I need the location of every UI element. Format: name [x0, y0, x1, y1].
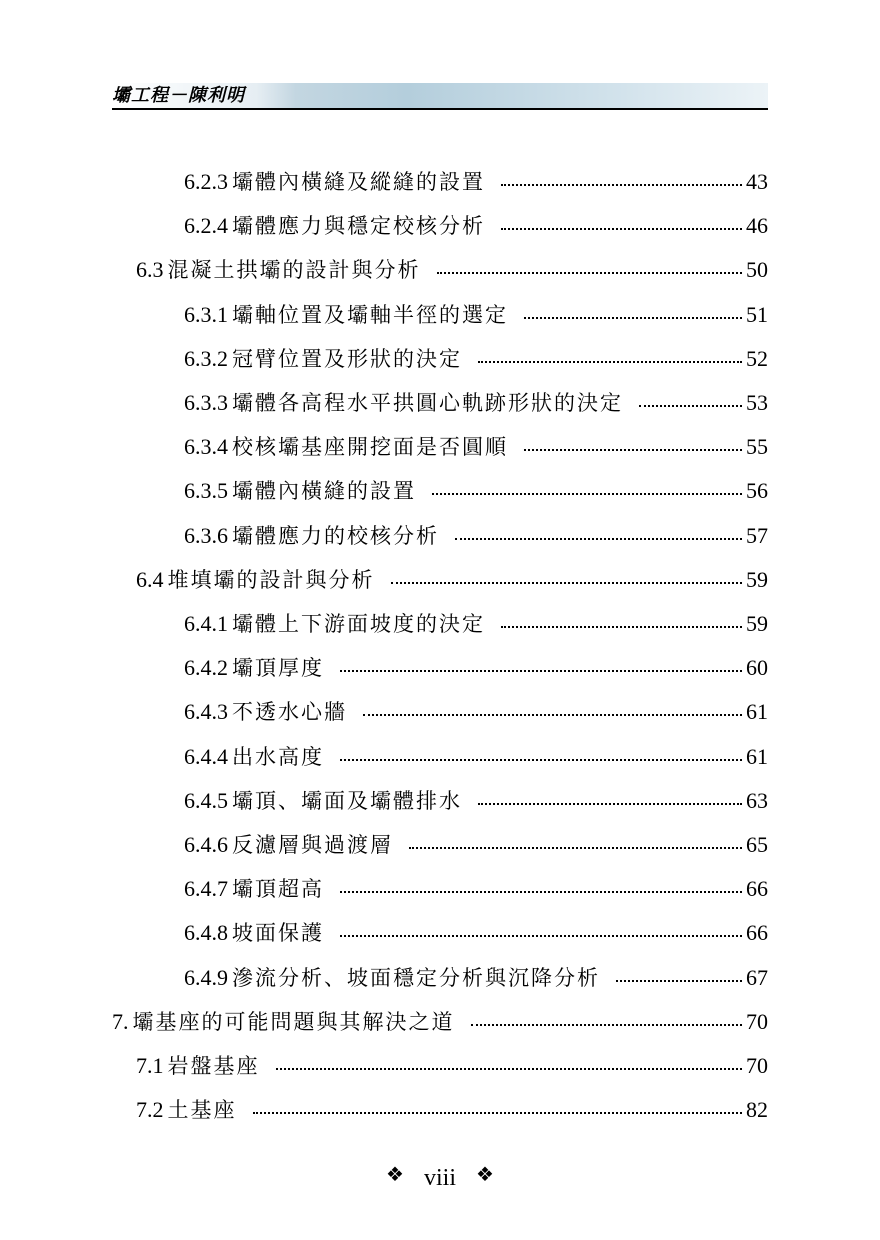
toc-entry[interactable] — [184, 604, 768, 644]
dot-leader — [501, 626, 742, 628]
entry-page-number: 70 — [746, 1053, 768, 1078]
entry-page-number: 66 — [746, 920, 768, 945]
page-number: viii — [423, 1165, 456, 1191]
entry-number: 6.4.9 — [184, 965, 228, 990]
dot-leader — [524, 449, 742, 451]
running-title: 壩工程－陳利明 — [112, 85, 245, 106]
entry-title: 坡面保護 — [232, 921, 324, 945]
entry-title: 岩盤基座 — [167, 1054, 260, 1078]
ornament-icon-right: ❖ — [476, 1162, 494, 1186]
toc-entry[interactable] — [184, 825, 768, 865]
dot-leader — [478, 361, 742, 363]
toc-entry[interactable] — [112, 1002, 768, 1042]
toc-entry[interactable] — [184, 383, 768, 423]
entry-number: 6.3.2 — [184, 346, 228, 371]
entry-page-number: 60 — [746, 655, 768, 680]
toc-entry[interactable] — [184, 648, 768, 688]
toc-entry[interactable] — [136, 1090, 768, 1130]
entry-title: 壩頂、壩面及壩體排水 — [232, 789, 462, 813]
entry-page-number: 57 — [746, 523, 768, 548]
entry-number: 6.4.7 — [184, 876, 228, 901]
entry-page-number: 70 — [746, 1009, 768, 1034]
toc-entry[interactable] — [136, 560, 768, 600]
entry-title: 壩體內橫縫的設置 — [232, 479, 416, 503]
dot-leader — [391, 582, 743, 584]
entry-title: 混凝土拱壩的設計與分析 — [167, 258, 421, 282]
dot-leader — [437, 272, 743, 274]
entry-number: 6.2.3 — [184, 169, 228, 194]
toc-entry[interactable] — [184, 427, 768, 467]
entry-number: 6.3 — [136, 257, 164, 282]
entry-title: 堆填壩的設計與分析 — [167, 568, 375, 592]
entry-page-number: 59 — [746, 611, 768, 636]
entry-title: 滲流分析、坡面穩定分析與沉降分析 — [232, 966, 600, 990]
toc-entry[interactable] — [136, 250, 768, 290]
entry-page-number: 46 — [746, 213, 768, 238]
entry-title: 壩體內橫縫及縱縫的設置 — [232, 170, 485, 194]
entry-title: 壩體上下游面坡度的決定 — [232, 612, 485, 636]
dot-leader — [478, 803, 742, 805]
toc-entry[interactable] — [184, 692, 768, 732]
entry-number: 6.4.6 — [184, 832, 228, 857]
entry-title: 土基座 — [167, 1098, 237, 1122]
toc-entry[interactable] — [184, 869, 768, 909]
toc-entry[interactable] — [184, 295, 768, 335]
entry-title: 不透水心牆 — [232, 700, 347, 724]
entry-page-number: 51 — [746, 302, 768, 327]
entry-title: 冠臂位置及形狀的決定 — [232, 347, 462, 371]
entry-page-number: 52 — [746, 346, 768, 371]
dot-leader — [340, 759, 742, 761]
entry-page-number: 67 — [746, 965, 768, 990]
header-rule — [112, 108, 768, 110]
entry-number: 6.4.5 — [184, 788, 228, 813]
entry-page-number: 56 — [746, 478, 768, 503]
entry-title: 出水高度 — [232, 745, 324, 769]
dot-leader — [471, 1024, 743, 1026]
toc-entry[interactable] — [184, 206, 768, 246]
toc-entry[interactable] — [184, 781, 768, 821]
entry-page-number: 43 — [746, 169, 768, 194]
entry-title: 壩體應力的校核分析 — [232, 524, 439, 548]
entry-page-number: 63 — [746, 788, 768, 813]
entry-title: 壩體應力與穩定校核分析 — [232, 214, 485, 238]
dot-leader — [501, 184, 742, 186]
entry-page-number: 61 — [746, 699, 768, 724]
dot-leader — [616, 980, 742, 982]
entry-title: 壩基座的可能問題與其解決之道 — [132, 1010, 455, 1034]
dot-leader — [340, 935, 742, 937]
entry-page-number: 55 — [746, 434, 768, 459]
entry-title: 壩頂超高 — [232, 877, 324, 901]
entry-number: 6.4.1 — [184, 611, 228, 636]
dot-leader — [409, 847, 742, 849]
toc-entry[interactable] — [184, 913, 768, 953]
dot-leader — [340, 670, 742, 672]
dot-leader — [340, 891, 742, 893]
toc-entry[interactable] — [184, 516, 768, 556]
entry-title: 壩頂厚度 — [232, 656, 324, 680]
entry-number: 6.3.5 — [184, 478, 228, 503]
entry-number: 6.4.4 — [184, 744, 228, 769]
dot-leader — [253, 1112, 743, 1114]
entry-title: 壩體各高程水平拱圓心軌跡形狀的決定 — [232, 391, 623, 415]
entry-number: 6.4.3 — [184, 699, 228, 724]
entry-number: 6.3.6 — [184, 523, 228, 548]
dot-leader — [501, 228, 742, 230]
entry-number: 6.4.8 — [184, 920, 228, 945]
entry-page-number: 50 — [746, 257, 768, 282]
entry-title: 壩軸位置及壩軸半徑的選定 — [232, 303, 508, 327]
entry-page-number: 65 — [746, 832, 768, 857]
entry-number: 7. — [112, 1009, 129, 1034]
entry-page-number: 59 — [746, 567, 768, 592]
entry-number: 7.1 — [136, 1053, 164, 1078]
dot-leader — [524, 317, 742, 319]
entry-number: 6.2.4 — [184, 213, 228, 238]
ornament-icon-left: ❖ — [386, 1162, 404, 1186]
entry-title: 校核壩基座開挖面是否圓順 — [232, 435, 508, 459]
toc-entry[interactable] — [184, 737, 768, 777]
entry-number: 6.4.2 — [184, 655, 228, 680]
toc-entry[interactable] — [136, 1046, 768, 1086]
entry-page-number: 66 — [746, 876, 768, 901]
entry-number: 6.4 — [136, 567, 164, 592]
entry-page-number: 82 — [746, 1097, 768, 1122]
entry-number: 6.3.4 — [184, 434, 228, 459]
entry-page-number: 53 — [746, 390, 768, 415]
entry-title: 反濾層與過渡層 — [232, 833, 393, 857]
entry-number: 7.2 — [136, 1097, 164, 1122]
dot-leader — [455, 538, 742, 540]
dot-leader — [276, 1068, 743, 1070]
page-footer — [0, 1158, 880, 1194]
dot-leader — [363, 714, 742, 716]
dot-leader — [639, 405, 742, 407]
entry-number: 6.3.1 — [184, 302, 228, 327]
toc-entry[interactable] — [184, 162, 768, 202]
toc-entry[interactable] — [184, 958, 768, 998]
entry-number: 6.3.3 — [184, 390, 228, 415]
toc-entry[interactable] — [184, 339, 768, 379]
dot-leader — [432, 493, 742, 495]
entry-page-number: 61 — [746, 744, 768, 769]
toc-entry[interactable] — [184, 471, 768, 511]
